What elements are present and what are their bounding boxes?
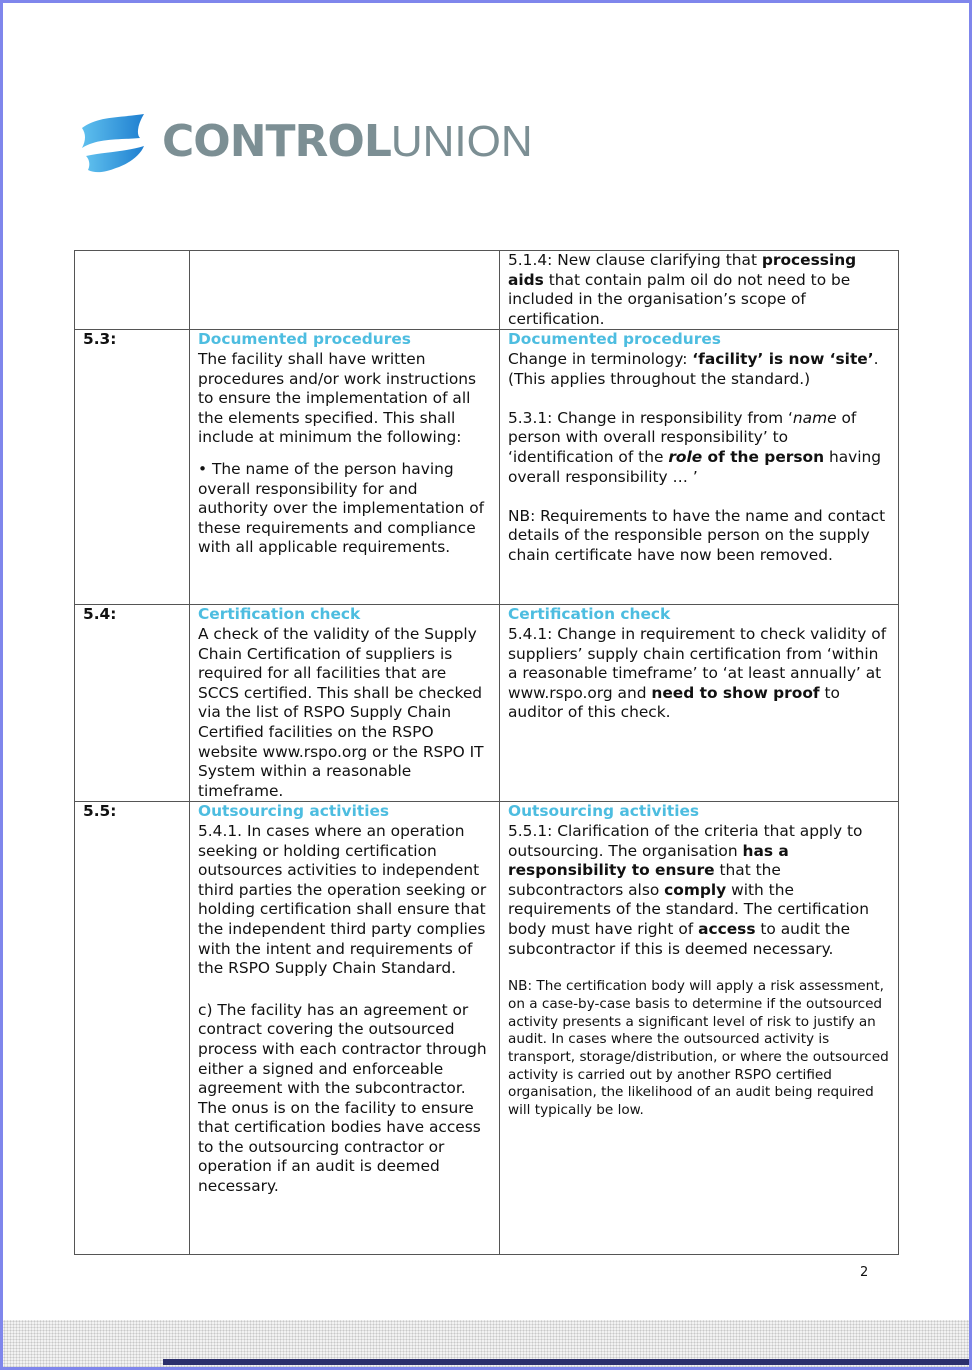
text-segment: to auditor of this check. [508,683,840,722]
footer-bar [163,1359,969,1365]
paragraph: NB: Requirements to have the name and contact details of the responsible person on the supply chain certificate have now been removed. [508,506,886,564]
changes-table [74,250,899,1255]
text-segment: 5.4.1: Change in requirement to check validity of suppliers’ supply chain certification from ‘within a reasonable timeframe’ to ‘at least annually’ at www.rspo.org and [508,624,887,702]
text-segment: that contain palm oil do not need to be included in the organisation’s scope of certification. [508,270,851,328]
table-row [75,330,899,605]
change-description [500,605,899,802]
table-row [75,251,899,330]
paragraph: A check of the validity of the Supply Chain Certification of suppliers is required for all facilities that are SCCS certified. This shall be checked via the list of RSPO Supply Chain Certified facilities on the RSPO website www.rspo.org or the RSPO IT System within a reasonable timeframe. [198,624,484,800]
text-segment: Change in terminology: [508,349,693,368]
section-heading: Documented procedures [508,330,721,349]
section-heading: Outsourcing activities [198,802,390,821]
text-segment: 5.3.1: Change in responsibility from ‘ [508,408,793,427]
paragraph: 5.4.1. In cases where an operation seeking or holding certification outsources activities to independent third parties the operation seeking or holding certification shall ensure that the independent third party complies with the intent and requirements of the RSPO Supply Chain Standard. [198,821,487,978]
text-segment: name [792,408,837,427]
logo-light: UNION [390,117,533,166]
bullet-item: • The name of the person having overall responsibility for and authority over the implementation of these requirements and compliance with all applicable requirements. [198,459,485,557]
paragraph [508,409,890,487]
text-segment: access [698,919,756,938]
logo-wordmark [162,116,533,167]
note-paragraph: NB: The certification body will apply a risk assessment, on a case-by-case basis to determine if the outsourced activity presents a significant level of risk to justify an audit. In cases where the outsourced activity is transport, storage/distribution, or where the outsourced activity is carried out by another RSPO certified organisation, the likelihood of an audit being required will typically be low. [508,978,889,1119]
paragraph [508,822,890,959]
text-segment: of person with overall responsibility’ to ‘identification of the [508,408,857,466]
text-segment: to audit the subcontractor if this is deemed necessary. [508,919,851,958]
wave-logo-icon [78,108,150,180]
section-heading: Documented procedures [198,330,411,349]
text-segment: 5.1.4: New clause clarifying that [508,251,762,269]
table-row [75,802,899,1255]
text-segment: need to show proof [651,683,820,702]
text-segment [668,448,702,466]
text-segment: role [668,447,703,466]
text-segment: . (This applies throughout the standard.) [508,349,879,388]
text-segment: ‘facility’ is now ‘site’ [692,349,874,368]
clause-id: 5.3: [75,330,190,605]
clause-id: 5.4: [75,605,190,802]
change-description [500,330,899,605]
paragraph [508,625,890,723]
change-description [500,802,899,1255]
section-heading: Certification check [198,605,361,624]
text-segment: processing aids [508,251,857,289]
control-union-logo [78,108,533,180]
section-heading: Outsourcing activities [508,802,700,821]
paragraph: The facility shall have written procedures and/or work instructions to ensure the implementation of all the elements specified. This shall include at minimum the following: [198,349,477,447]
text-segment: with the requirements of the standard. The certification body must have right of [508,880,869,938]
table-row [75,605,899,802]
old-requirement [190,802,500,1255]
change-description [500,251,899,330]
text-segment: has a responsibility to ensure [508,841,789,880]
paragraph [508,350,890,389]
clause-id: 5.5: [75,802,190,1255]
clause-id [75,251,190,330]
old-requirement [190,330,500,605]
page-number: 2 [860,1265,869,1280]
text-segment: having overall responsibility … ’ [508,447,882,486]
text-segment: that the subcontractors also [508,861,781,899]
logo-bold: CONTROL [162,116,391,167]
old-requirement [190,251,500,330]
paragraph: c) The facility has an agreement or contract covering the outsourced process with each contractor through either a signed and enforceable agreement with the subcontractor. The onus is on the facility to ensure that certification bodies have access to the outsourcing contractor or operation if an audit is deemed necessary. [198,1000,487,1196]
text-segment: comply [664,880,727,899]
text-segment: of the person [702,447,825,466]
old-requirement [190,605,500,802]
text-segment: 5.5.1: Clarification of the criteria that apply to outsourcing. The organisation [508,821,863,860]
section-heading: Certification check [508,605,671,624]
